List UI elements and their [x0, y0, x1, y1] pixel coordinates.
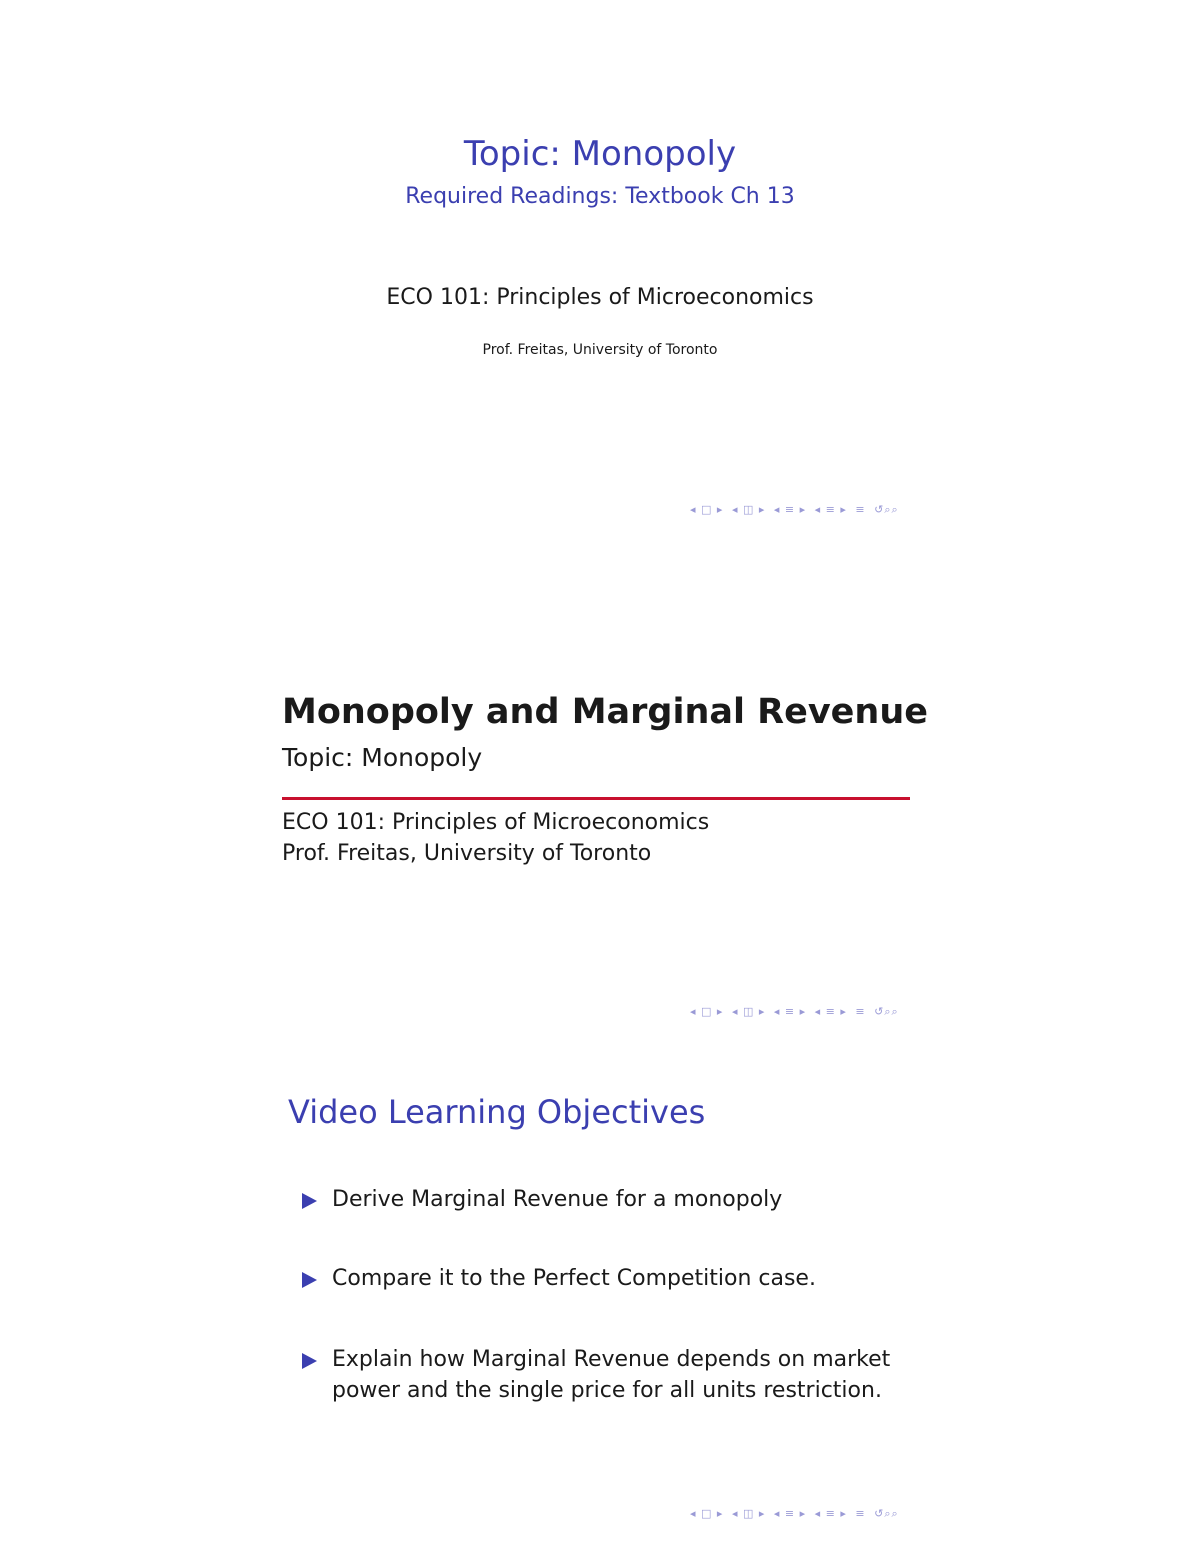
- objective-text: Explain how Marginal Revenue depends on market power and the single price for all units restriction.: [332, 1347, 891, 1403]
- nav-search-icon[interactable]: ↺⌕⌕: [874, 503, 899, 516]
- slide3-title: Video Learning Objectives: [288, 1093, 706, 1131]
- nav-subsection2-icon[interactable]: ◂ ≡ ▸: [814, 1005, 847, 1018]
- nav-frame-icon[interactable]: ◂ □ ▸: [690, 1507, 724, 1520]
- nav-search-icon[interactable]: ↺⌕⌕: [874, 1507, 899, 1520]
- nav-subsection-icon[interactable]: ◂ ◫ ▸: [731, 1507, 766, 1520]
- slide2-subtitle: Topic: Monopoly: [282, 743, 483, 772]
- objective-text: Compare it to the Perfect Competition case.: [332, 1266, 816, 1291]
- bullet-triangle-icon: [302, 1272, 317, 1288]
- objective-item: [302, 1184, 932, 1215]
- slide2-title: Monopoly and Marginal Revenue: [282, 692, 928, 732]
- slide1-nav-controls[interactable]: [690, 503, 903, 517]
- nav-subsection2-icon[interactable]: ◂ ≡ ▸: [814, 1507, 847, 1520]
- nav-toc-icon[interactable]: ≡: [855, 503, 866, 516]
- slide1-title: Topic: Monopoly: [463, 134, 737, 174]
- nav-frame-icon[interactable]: ◂ □ ▸: [690, 1005, 724, 1018]
- nav-subsection-icon[interactable]: ◂ ◫ ▸: [731, 503, 766, 516]
- objective-item: [302, 1263, 932, 1294]
- slide3-nav-controls[interactable]: [690, 1507, 903, 1521]
- nav-toc-icon[interactable]: ≡: [855, 1507, 866, 1520]
- nav-search-icon[interactable]: ↺⌕⌕: [874, 1005, 899, 1018]
- nav-subsection2-icon[interactable]: ◂ ≡ ▸: [814, 503, 847, 516]
- slide2-course: ECO 101: Principles of Microeconomics: [282, 810, 710, 835]
- slide1-author: Prof. Freitas, University of Toronto: [482, 342, 718, 358]
- nav-frame-icon[interactable]: ◂ □ ▸: [690, 503, 724, 516]
- bullet-triangle-icon: [302, 1353, 317, 1369]
- nav-toc-icon[interactable]: ≡: [855, 1005, 866, 1018]
- bullet-triangle-icon: [302, 1193, 317, 1209]
- nav-section-icon[interactable]: ◂ ≡ ▸: [773, 1005, 807, 1018]
- nav-section-icon[interactable]: ◂ ≡ ▸: [773, 503, 807, 516]
- slide1-course: ECO 101: Principles of Microeconomics: [386, 285, 814, 310]
- slide1-subtitle: Required Readings: Textbook Ch 13: [405, 184, 795, 209]
- objective-text: Derive Marginal Revenue for a monopoly: [332, 1187, 783, 1212]
- objective-item: [302, 1344, 932, 1406]
- slide2-nav-controls[interactable]: [690, 1005, 903, 1019]
- nav-section-icon[interactable]: ◂ ≡ ▸: [773, 1507, 807, 1520]
- slide2-author: Prof. Freitas, University of Toronto: [282, 841, 652, 866]
- nav-subsection-icon[interactable]: ◂ ◫ ▸: [731, 1005, 766, 1018]
- slide2-divider: [282, 797, 910, 800]
